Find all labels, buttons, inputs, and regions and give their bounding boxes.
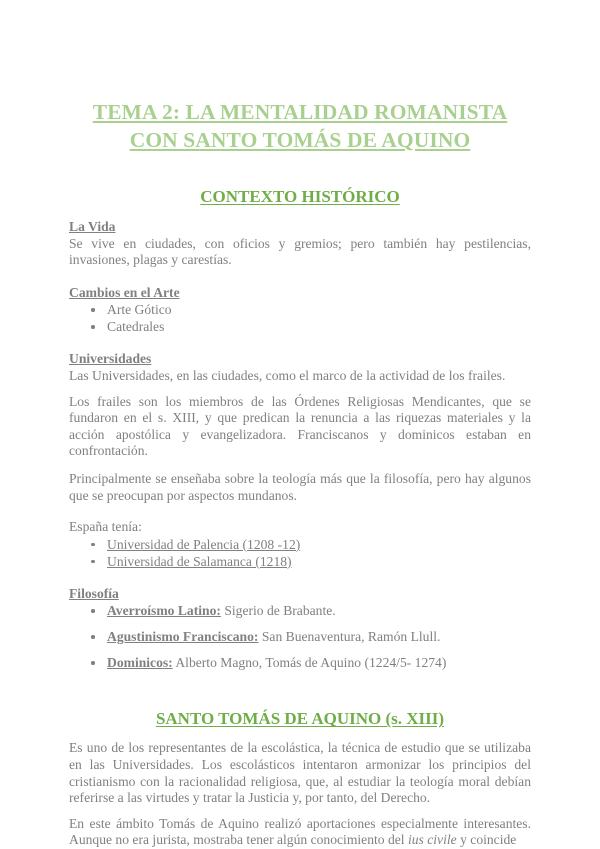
spacer	[69, 335, 531, 350]
paragraph-espana-lead: España tenía:	[69, 519, 142, 535]
paragraph-aportaciones-text-after: y coincide	[456, 832, 517, 848]
subsection-label-filosofia: Filosofía	[69, 585, 119, 601]
list-item-term-agustinismo-franciscano: Agustinismo Franciscano:	[107, 629, 259, 645]
list-item-label-universidad-palencia: Universidad de Palencia (1208 -12)	[107, 536, 301, 552]
page-title: TEMA 2: LA MENTALIDAD ROMANISTA CON SANTO TOMÁS DE AQUINO	[92, 100, 508, 152]
subsection-label-la-vida: La Vida	[69, 219, 116, 234]
paragraph-teologia: Principalmente se enseñaba sobre la teología más que la filosofía, pero hay algunos que se preocupan por aspectos mundanos.	[69, 470, 531, 503]
list-item	[107, 536, 531, 553]
paragraph-la-vida: Se vive en ciudades, con oficios y gremios; pero también hay pestilencias, invasiones, plagas y carestías.	[69, 235, 531, 268]
spacer	[69, 209, 531, 218]
list-item: Arte Gótico	[107, 301, 531, 318]
list-filosofia	[69, 602, 531, 671]
spacer	[69, 731, 531, 740]
spacer	[69, 807, 531, 816]
list-item-term-averroismo-latino: Averroísmo Latino:	[107, 603, 221, 619]
list-item: Catedrales	[107, 318, 531, 335]
list-item	[107, 628, 531, 645]
list-universidades-espana	[69, 536, 531, 570]
spacer	[69, 385, 531, 394]
spacer	[69, 570, 531, 585]
list-item-detail-agustinismo-franciscano: San Buenaventura, Ramón Llull.	[261, 629, 441, 645]
paragraph-aportaciones-text-before: En este ámbito Tomás de Aquino realizó aportaciones especialmente interesantes. Aunque no era jurista, mostraba tener algún conocimiento del	[69, 815, 531, 848]
spacer	[69, 269, 531, 284]
list-item-label-universidad-salamanca: Universidad de Salamanca (1218)	[107, 553, 292, 569]
list-item-term-dominicos: Dominicos:	[107, 655, 173, 671]
subsection-label-universidades: Universidades	[69, 351, 152, 367]
paragraph-aportaciones-italic-term: ius civile	[407, 832, 457, 848]
section-heading-contexto-historico: CONTEXTO HISTÓRICO	[200, 187, 400, 206]
subsection-cambios-en-el-arte	[69, 284, 531, 302]
section-heading-santo-tomas-de-aquino: SANTO TOMÁS DE AQUINO (s. XIII)	[155, 709, 445, 729]
subsection-universidades	[69, 350, 531, 368]
list-cambios-en-el-arte	[69, 301, 531, 335]
paragraph-escolastica: Es uno de los representantes de la escolástica, la técnica de estudio que se utilizaba en las Universidades. Los escolásticos intentaron armonizar los principios del cristianismo con la racionalidad religiosa, que, al estudiar la teología moral debían referirse a las virtudes y tratar la Justicia y, por tanto, del Derecho.	[69, 740, 531, 806]
paragraph-universidades-intro: Las Universidades, en las ciudades, como el marco de la actividad de los frailes.	[69, 367, 506, 383]
subsection-la-vida	[69, 218, 531, 236]
spacer	[69, 671, 531, 691]
subsection-filosofia	[69, 585, 531, 603]
document-content	[69, 98, 531, 849]
paragraph-frailes: Los frailes son los miembros de las Órdenes Religiosas Mendicantes, que se fundaron en el s. XIII, y que predican la renuncia a las riquezas materiales y la acción apostólica y evangelizadora. Franciscanos y dominicos estaban en confrontación.	[69, 393, 531, 459]
paragraph-aportaciones	[69, 816, 531, 849]
list-item	[107, 602, 531, 619]
spacer	[69, 504, 531, 519]
list-item-detail-averroismo-latino: Sigerio de Brabante.	[224, 603, 336, 619]
subsection-label-cambios-en-el-arte: Cambios en el Arte	[69, 284, 180, 300]
list-item	[107, 654, 531, 671]
spacer	[69, 154, 531, 169]
list-item	[107, 553, 531, 570]
list-item-detail-dominicos: Alberto Magno, Tomás de Aquino (1224/5- 1274)	[175, 655, 447, 671]
